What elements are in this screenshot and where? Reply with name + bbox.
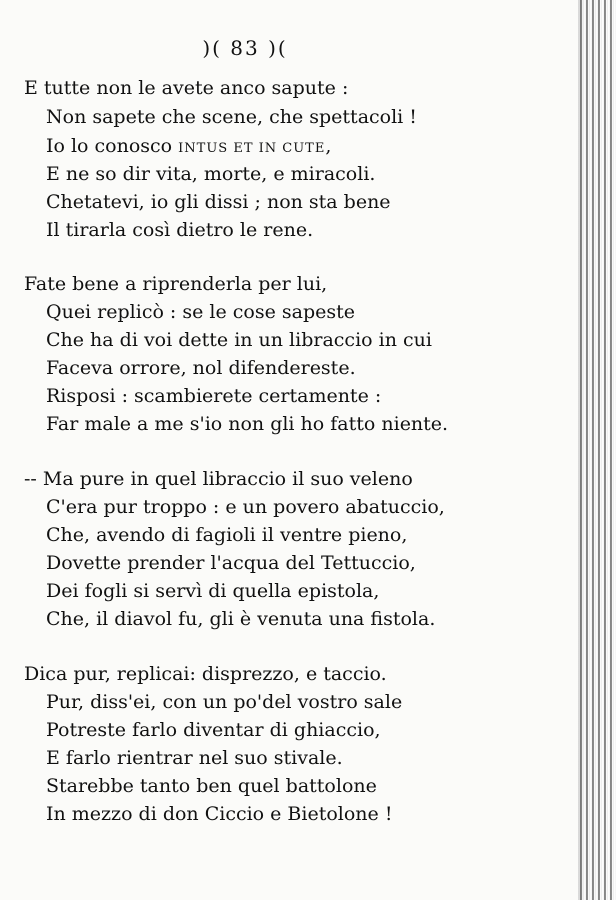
verse-line: Fate bene a riprenderla per lui, — [24, 273, 328, 295]
page-number: )( 83 )( — [202, 36, 288, 60]
verse-line: C'era pur troppo : e un povero abatuccio, — [46, 496, 445, 518]
verse-line: -- Ma pure in quel libraccio il suo veleno — [24, 468, 413, 490]
verse-line: Che ha di voi dette in un libraccio in cui — [46, 329, 432, 351]
verse-line: Dei fogli si servì di quella epistola, — [46, 580, 380, 602]
verse-line: E tutte non le avete anco sapute : — [24, 77, 349, 99]
verse-line: E ne so dir vita, morte, e miracoli. — [46, 163, 376, 185]
verse-line: Risposi : scambierete certamente : — [46, 385, 382, 407]
verse-line — [46, 134, 331, 161]
verse-line: Non sapete che scene, che spettacoli ! — [46, 106, 417, 128]
verse-line: Chetatevi, io gli dissi ; non sta bene — [46, 191, 391, 213]
verse-line: Starebbe tanto ben quel battolone — [46, 775, 377, 797]
verse-line: In mezzo di don Ciccio e Bietolone ! — [46, 803, 393, 825]
verse-line: Che, il diavol fu, gli è venuta una fistola. — [46, 608, 436, 630]
page-edge — [578, 0, 616, 900]
verse-line: Faceva orrore, nol difendereste. — [46, 357, 356, 379]
verse-line: E farlo rientrar nel suo stivale. — [46, 747, 343, 769]
verse-line: Potreste farlo diventar di ghiaccio, — [46, 719, 381, 741]
verse-line: Il tirarla così dietro le rene. — [46, 219, 314, 241]
verse-line: Quei replicò : se le cose sapeste — [46, 301, 356, 323]
verse-line: Che, avendo di fagioli il ventre pieno, — [46, 524, 408, 546]
latin-phrase-smallcaps: INTUS ET IN CUTE — [178, 141, 326, 156]
verse-text: Io lo conosco — [46, 135, 179, 157]
verse-text: , — [325, 135, 332, 157]
verse-line: Dica pur, replicai: disprezzo, e taccio. — [24, 663, 387, 685]
verse-line: Far male a me s'io non gli ho fatto niente. — [46, 413, 449, 435]
verse-line: Pur, diss'ei, con un po'del vostro sale — [46, 691, 403, 713]
verse-line: Dovette prender l'acqua del Tettuccio, — [46, 552, 416, 574]
